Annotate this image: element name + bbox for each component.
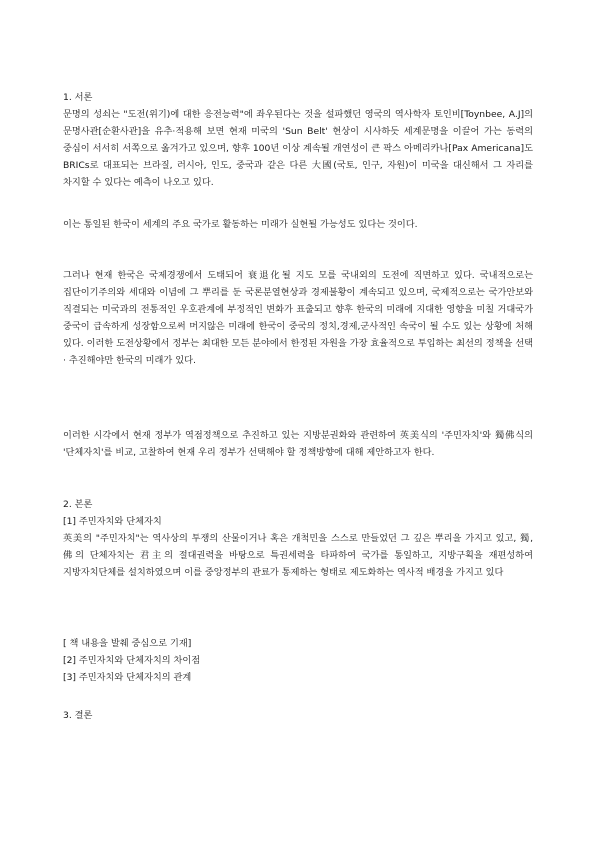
intro-paragraph-1: 문명의 성쇠는 "도전(위기)에 대한 응전능력"에 좌우된다는 것을 설파했던 영국의 역사학자 토인비[Toynbee, A.J]의 문명사관[순환사관]을 유추·적용해 보면 현재 미국의 'Sun Belt' 현상이 시사하듯 세계문명을 이끌어 가는 동력의 중심이 서서히 서쪽으로 옮겨가고 있으며, 향후 100년 이상 계속될 개연성이 큰 팍스 아메리카나[Pax Americana]도 BRICs로 대표되는 브라질, 러시아, 인도, 중국과 같은 다른 大國(국토, 인구, 자원)이 미국을 대신해서 그 자리를 차지할 수 있다는 예측이 나오고 있다. [63, 109, 533, 188]
list-item: [2] 주민자치와 단체자치의 차이점 [63, 655, 201, 666]
body-heading: 2. 본론 [63, 499, 93, 510]
intro-paragraph-2: 이는 통일된 한국이 세계의 주요 국가로 활동하는 미래가 실현될 가능성도 있다는 것이다. [63, 219, 418, 230]
list-item: [ 책 내용을 발췌 중심으로 기재] [63, 638, 192, 649]
conclusion-heading: 3. 결론 [63, 710, 93, 721]
intro-paragraph-3: 그러나 현재 한국은 국제경쟁에서 도태되어 衰退化될 지도 모를 국내외의 도전에 직면하고 있다. 국내적으로는 집단이기주의와 세대와 이념에 그 뿌리를 둔 국론분열현상과 경제불황이 계속되고 있으며, 국제적으로는 국가안보와 직결되는 미국과의 전통적인 우호관계에 부정적인 변화가 표출되고 향후 한국의 미래에 지대한 영향을 미칠 거대국가 중국이 급속하게 성장함으로써 머지않은 미래에 한국이 중국의 정치,경제,군사적인 속국이 될 수도 있는 상황에 처해 있다. 이러한 도전상황에서 정부는 최대한 모든 분야에서 한정된 자원을 가장 효율적으로 투입하는 최선의 정책을 선택 · 추진해야만 한국의 미래가 있다. [63, 270, 533, 366]
body-subheading-1: [1] 주민자치와 단체자치 [63, 516, 162, 527]
body-section-1 [63, 513, 533, 581]
intro-paragraph-4: 이러한 시각에서 현재 정부가 역점정책으로 추진하고 있는 지방분권화와 관련하여 英美식의 '주민자치'와 獨佛식의 '단체자치'를 비교, 고찰하여 현재 우리 정부가 선택해야 할 정책방향에 대해 제안하고자 한다. [63, 430, 533, 458]
list-item: [3] 주민자치와 단체자치의 관계 [63, 672, 192, 683]
intro-heading: 1. 서론 [63, 92, 93, 103]
body-paragraph-1: 英美의 "주민자치"는 역사상의 투쟁의 산물이거나 혹은 개척민을 스스로 만들었던 그 깊은 뿌리을 가지고 있고, 獨,佛의 단체자치는 君主의 절대권력을 바탕으로 특권세력을 타파하여 국가를 통일하고, 지방구획을 재편성하여 지방자치단체를 설치하였으며 이를 중앙정부의 관료가 통제하는 형태로 제도화하는 역사적 배경을 가지고 있다 [63, 533, 533, 578]
section-list [63, 635, 533, 686]
